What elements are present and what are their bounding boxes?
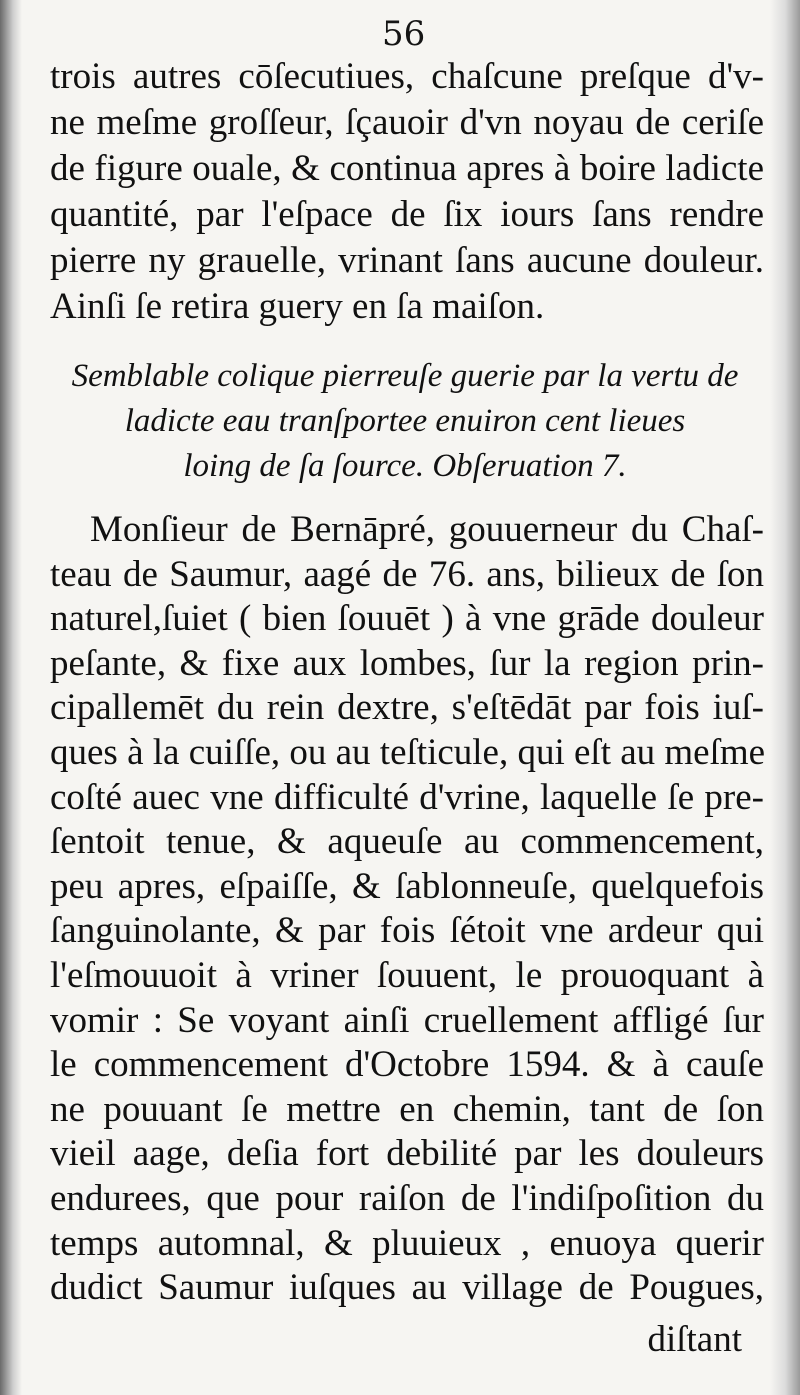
text-line: de figure ouale, & continua apres à boire ladicte — [50, 148, 764, 189]
text-line: ſentoit tenue, & aqueuſe au commencement, — [50, 821, 764, 863]
page-edge-shadow-left — [0, 0, 22, 1395]
text-line: peſante, & fixe aux lombes, ſur la region prin- — [50, 642, 764, 684]
continuation-paragraph — [50, 54, 764, 330]
text-line: coſté auec vne difficulté d'vrine, laquelle ſe pre- — [50, 776, 764, 818]
heading-line: Semblable colique pierreuſe guerie par la vertu de — [71, 358, 739, 394]
text-line: dudict Saumur iuſques au village de Pougues, — [50, 1267, 764, 1309]
text-line: quantité, par l'eſpace de ſix iours ſans rendre — [50, 194, 764, 235]
text-line: naturel,ſuiet ( bien ſouuēt ) à vne grāde douleur — [50, 598, 764, 640]
text-line: endurees, que pour raiſon de l'indiſpoſition du — [50, 1177, 764, 1219]
text-line: pierre ny grauelle, vrinant ſans aucune douleur. — [50, 240, 764, 281]
text-line: le commencement d'Octobre 1594. & à cauſe — [50, 1044, 764, 1086]
page-edge-shadow-right — [770, 0, 800, 1395]
text-line: vieil aage, deſia fort debilité par les douleurs — [50, 1133, 764, 1175]
text-line: ne meſme groſſeur, ſçauoir d'vn noyau de ceriſe — [50, 102, 764, 143]
text-line: temps automnal, & pluuieux , enuoya querir — [50, 1222, 764, 1264]
text-line: ques à la cuiſſe, ou au teſticule, qui eſt au meſme — [50, 731, 766, 773]
text-line: cipallemēt du rein dextre, s'eſtēdāt par fois iuſ- — [50, 687, 764, 729]
text-line: trois autres cōſecutiues, chaſcune preſque d'v- — [50, 56, 764, 97]
text-line: Ainſi ſe retira guery en ſa maiſon. — [50, 286, 545, 327]
text-line: vomir : Se voyant ainſi cruellement affligé ſur — [50, 999, 764, 1041]
text-line: l'eſmouuoit à vriner ſouuent, le prouoquant à — [50, 954, 764, 996]
catchword: diſtant — [647, 1319, 742, 1360]
text-line: peu apres, eſpaiſſe, & ſablonneuſe, quelquefois — [50, 865, 764, 907]
text-line: Monſieur de Bernāpré, gouuerneur du Chaſ- — [90, 509, 764, 550]
text-line: ne pouuant ſe mettre en chemin, tant de ſon — [50, 1088, 764, 1130]
heading-line: ladicte eau tranſportee enuiron cent lieues — [124, 403, 686, 439]
section-heading — [60, 354, 750, 489]
body-paragraph — [50, 508, 764, 1311]
page-number: 56 — [382, 14, 426, 54]
text-line: teau de Saumur, aagé de 76. ans, bilieux de ſon — [50, 553, 764, 595]
text-line: ſanguinolante, & par fois ſétoit vne ardeur qui — [50, 910, 764, 952]
heading-line: loing de ſa ſource. Obſeruation 7. — [183, 448, 627, 484]
